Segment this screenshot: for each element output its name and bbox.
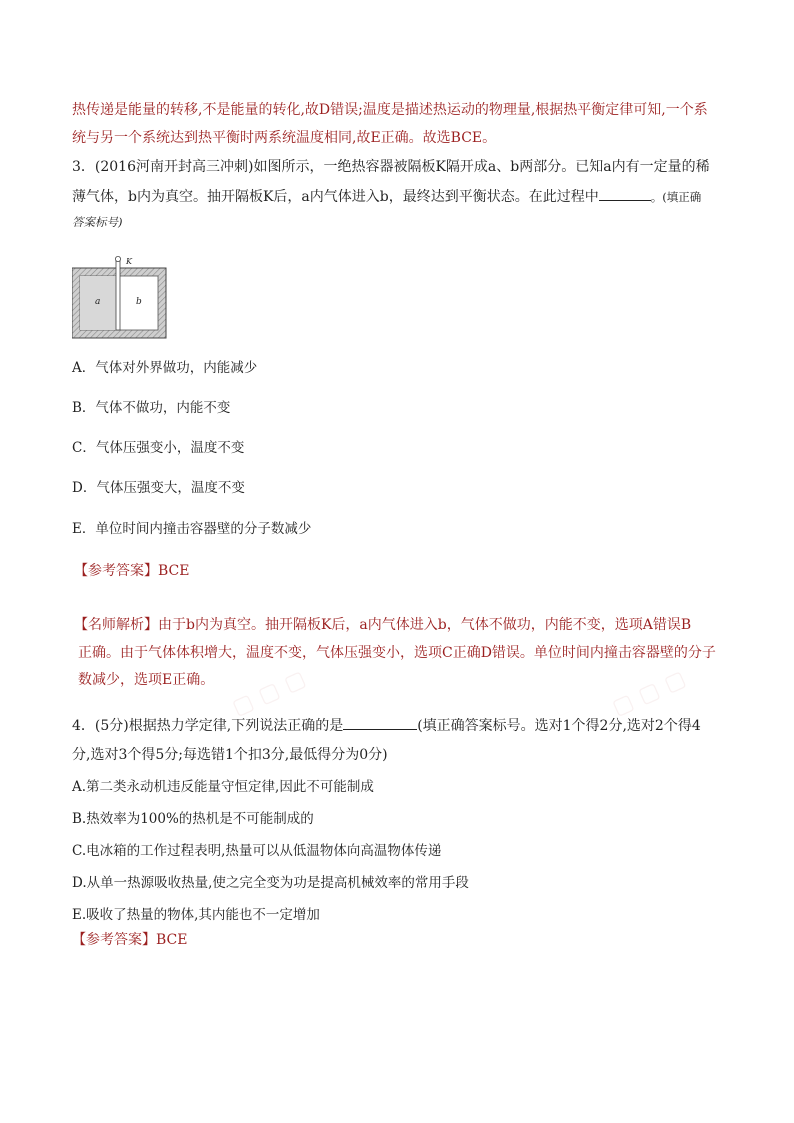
- q3-option-d: D．气体压强变大，温度不变: [72, 480, 245, 496]
- q4-option-c: C.电冰箱的工作过程表明,热量可以从低温物体向高温物体传递: [72, 843, 442, 859]
- q3-option-b: B．气体不做功，内能不变: [72, 400, 231, 416]
- q3-analysis-line-3: 数减少，选项E正确。: [78, 672, 215, 688]
- q4-option-e: E.吸收了热量的物体,其内能也不一定增加: [72, 907, 320, 923]
- label-k: K: [126, 257, 132, 266]
- q3-option-a: A．气体对外界做功，内能减少: [72, 360, 258, 376]
- q4-stem-line-2: 分,选对3个得5分;每选错1个扣3分,最低得分为0分): [72, 747, 388, 763]
- q3-stem-line-2: [72, 186, 701, 207]
- insulated-container-diagram: [72, 254, 172, 340]
- q3-answer-blank: [599, 186, 651, 201]
- prev-analysis-line-1: 热传递是能量的转移,不是能量的转化,故D错误;温度是描述热运动的物理量,根据热平衡定律可知,一个系: [72, 102, 708, 118]
- q4-answer-blank: [343, 715, 417, 730]
- partition-k: [116, 260, 120, 330]
- label-a: a: [95, 297, 101, 307]
- q4-stem-line-1: [72, 715, 701, 736]
- q3-analysis-line-1: 【名师解析】由于b内为真空。抽开隔板K后，a内气体进入b，气体不做功，内能不变，选项A错误B: [74, 617, 692, 633]
- watermark-mark: ▢ ▢ ▢: [228, 665, 310, 721]
- q3-option-e: E．单位时间内撞击容器壁的分子数减少: [72, 521, 312, 537]
- q4-option-b: B.热效率为100%的热机是不可能制成的: [72, 811, 314, 827]
- q3-analysis-line-2: 正确。由于气体体积增大，温度不变，气体压强变小，选项C正确D错误。单位时间内撞击容器壁的分子: [78, 645, 716, 661]
- q3-stem-hint: 。(填正确: [650, 190, 702, 204]
- q4-reference-answer: 【参考答案】BCE: [72, 932, 188, 948]
- q3-stem-text: 薄气体，b内为真空。抽开隔板K后，a内气体进入b，最终达到平衡状态。在此过程中: [72, 189, 599, 205]
- q4-option-d: D.从单一热源吸收热量,使之完全变为功是提高机械效率的常用手段: [72, 875, 469, 891]
- q4-stem-text: 4．(5分)根据热力学定律,下列说法正确的是: [72, 718, 344, 734]
- q4-stem-hint: (填正确答案标号。选对1个得2分,选对2个得4: [417, 718, 701, 734]
- watermark-mark: ▢ ▢ ▢: [608, 665, 690, 721]
- prev-analysis-line-2: 统与另一个系统达到热平衡时两系统温度相同,故E正确。故选BCE。: [72, 130, 497, 146]
- q3-reference-answer: 【参考答案】BCE: [74, 563, 190, 579]
- q3-option-c: C．气体压强变小，温度不变: [72, 440, 245, 456]
- q4-option-a: A.第二类永动机违反能量守恒定律,因此不可能制成: [72, 779, 374, 795]
- q3-stem-line-1: 3．(2016河南开封高三冲刺)如图所示，一绝热容器被隔板K隔开成a、b两部分。已知a内有一定量的稀: [72, 159, 710, 175]
- label-b: b: [136, 297, 142, 307]
- q3-stem-line-3: 答案标号): [72, 215, 123, 229]
